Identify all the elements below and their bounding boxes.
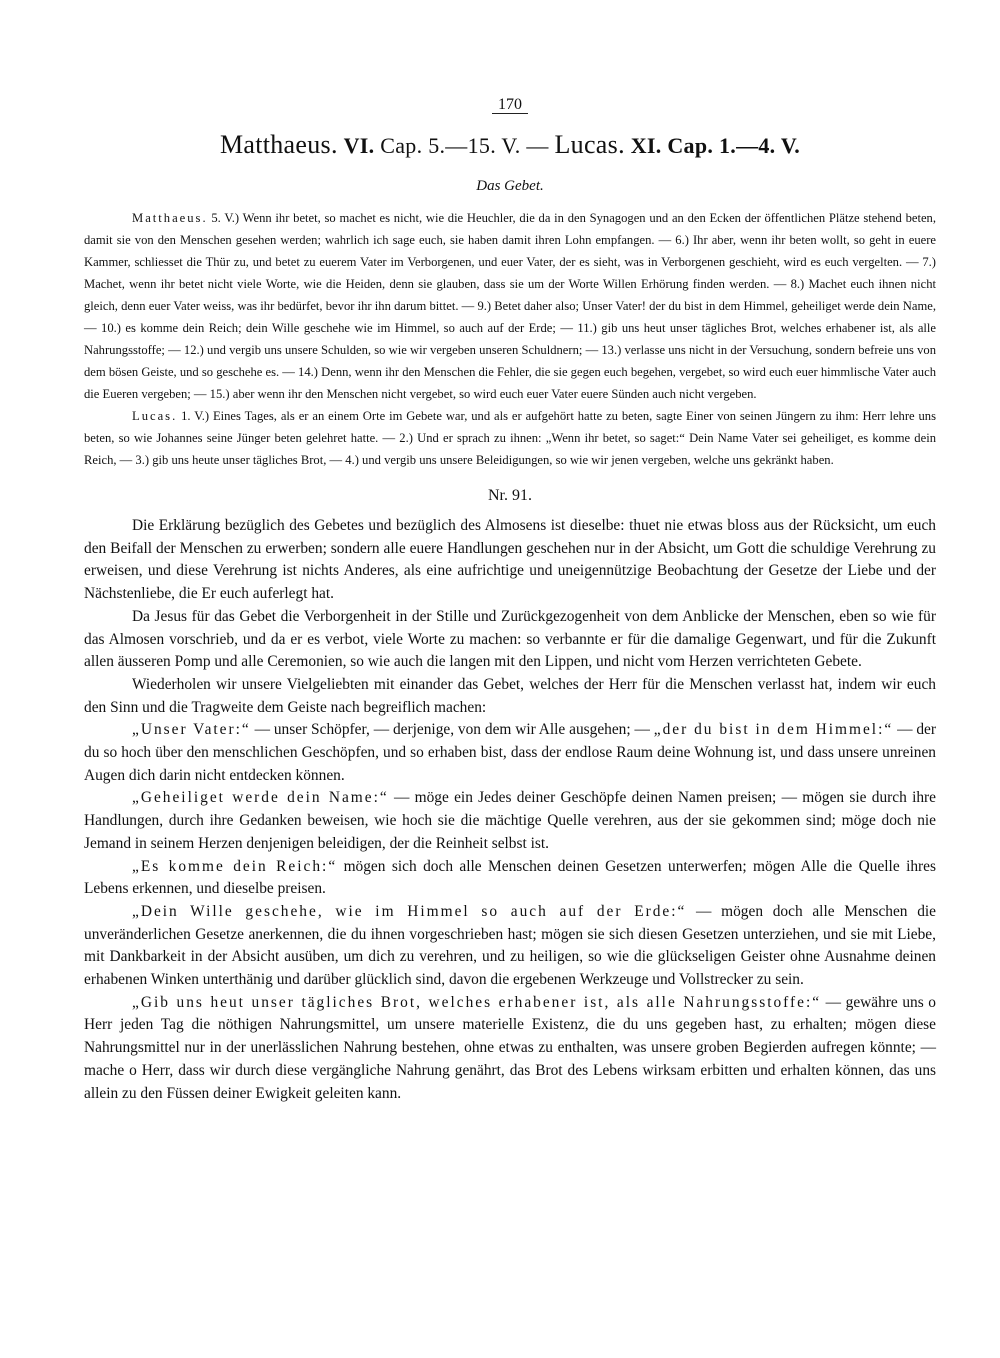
commentary: [84, 515, 936, 1105]
paragraph-5: „Geheiliget werde dein Name:“ — möge ein Jedes deiner Geschöpfe deinen Namen preisen; — mögen sie durch ihre Handlungen, durch ihre Gedanken beweisen, wie hoch sie die mächtige Quelle verehren, aus der sie gekommen sind; möge doch nie Jemand in seinem Herzen denjenigen beleidigen, der die Reinheit selbst ist.: [84, 789, 936, 852]
lucas-passage: [84, 405, 936, 471]
paragraph-4: „Unser Vater:“ — unser Schöpfer, — derjenige, von dem wir Alle ausgehen; — „der du bist in dem Himmel:“ — der du so hoch über den menschlichen Geschöpfen, und so erhaben bist, dass der endlose Raum deine Wohnung ist, und dass unsere unreinen Augen dich darin nicht entdecken können.: [84, 721, 936, 784]
heading-dash: —: [526, 133, 549, 158]
paragraph-3: Wiederholen wir unsere Vielgeliebten mit einander das Gebet, welches der Herr für die Menschen verlasst hat, indem wir euch den Sinn und die Tragweite dem Geiste nach begreiflich machen:: [84, 675, 936, 716]
heading-ref1: VI.: [343, 133, 375, 158]
page-heading: [84, 130, 936, 160]
heading-book1: Matthaeus.: [219, 130, 338, 159]
section-number: Nr. 91.: [488, 487, 532, 504]
phrase-unser-vater: „Unser Vater:“: [132, 721, 251, 739]
phrase-im-himmel: „der du bist in dem Himmel:“: [653, 721, 894, 739]
paragraph-6: „Es komme dein Reich:“ mögen sich doch alle Menschen deinen Gesetzen unterwerfen; mögen Alle die Quelle ihres Lebens erkennen, und dieselbe preisen.: [84, 857, 936, 898]
paragraph-8: „Gib uns heut unser tägliches Brot, welches erhabener ist, als alle Nahrungsstoffe:“ — gewähre uns o Herr jeden Tag die nöthigen Nahrungsmittel, um unsere materielle Existenz, die du uns gegeben hast, zu erhalten; mögen diese Nahrungsmittel nur in der unerlässlichen Nahrung bestehen, ohne etwas zu enthalten, was unsere groben Begierden aufregen könnte; — mache o Herr, dass wir durch diese vergängliche Nahrung genährt, das Brot des Lebens wirksam erbitten und erhalten können, das uns allein zu den Füssen deiner Ewigkeit geleiten kann.: [84, 993, 936, 1102]
page: [84, 96, 936, 1105]
heading-book2: Lucas.: [554, 130, 625, 159]
phrase-geheiliget: „Geheiliget werde dein Name:“: [132, 789, 389, 807]
matthaeus-text: 5. V.) Wenn ihr betet, so machet es nicht, wie die Heuchler, die da in den Synagogen und an den Ecken der öffentlichen Plätze stehend beten, damit sie von den Menschen gesehen werden; wahrlich ich sage euch, sie haben damit ihren Lohn empfangen. — 6.) Ihr aber, wenn ihr beten wollt, so geht in euere Kammer, schliesset die Thür zu, und betet zu euerem Vater im Verborgenen, und euer Vater, der es sieht, was in Verborgenen geschieht, wird es euch vergelten. — 7.) Machet, wenn ihr betet nicht viele Worte, wie die Heiden, denn sie glauben, dass sie um der Worte Willen Erhörung finden werden. — 8.) Machet euch ihnen nicht gleich, denn euer Vater weiss, was ihr bedürfet, bevor ihr ihn darum bittet. — 9.) Betet daher also; Unser Vater! der du bist in dem Himmel, geheiliget werde dein Name, — 10.) es komme dein Reich; dein Wille geschehe wie im Himmel, so auch auf der Erde; — 11.) gib uns heut unser tägliches Brot, welches erhabener ist, als alle Nahrungsstoffe; — 12.) und vergib uns unsere Schulden, so wie wir vergeben unseren Schuldnern; — 13.) verlasse uns nicht in der Versuchung, sondern befreie uns von dem bösen Geiste, und so geschehe es. — 14.) Denn, wenn ihr den Menschen die Fehler, die sie gegen euch begehen, vergebet, so wird euch euer himmlische Vater auch die Eueren vergeben; — 15.) aber wenn ihr den Menschen nicht vergebet, so wird euch euer Vater euere Sünden auch nicht vergeben.: [84, 211, 936, 401]
heading-ref1b: Cap. 5.—15. V.: [380, 133, 521, 158]
lucas-label: Lucas.: [132, 409, 178, 423]
heading-ref2: XI.: [630, 133, 662, 158]
lucas-text: 1. V.) Eines Tages, als er an einem Orte im Gebete war, und als er aufgehört hatte zu beten, sagte Einer von seinen Jüngern zu ihm: Herr lehre uns beten, so wie Johannes seine Jünger beten gelehret hatte. — 2.) Und er sprach zu ihnen: „Wenn ihr betet, so saget:“ Dein Name Vater sei geheiliget, es komme dein Reich, — 3.) gib uns heute unser tägliches Brot, — 4.) und vergib uns unsere Beleidigungen, so wie wir jenen vergeben, welche uns gekränkt haben.: [84, 409, 937, 467]
matthaeus-label: Matthaeus.: [132, 211, 208, 225]
paragraph-1: Die Erklärung bezüglich des Gebetes und bezüglich des Almosens ist dieselbe: thuet nie etwas bloss aus der Rücksicht, um euch den Beifall der Menschen zu erwerben; sondern alle euere Handlungen geschehen nur in der Absicht, um Gott die schuldige Verehrung zu erweisen, und diese Verehrung ist nichts Anderes, als eine aufrichtige und uneigennützige Beobachtung der Gesetze der Liebe und der Nächstenliebe, die Er euch auferlegt hat.: [84, 517, 936, 603]
phrase-reich: „Es komme dein Reich:“: [132, 857, 338, 875]
page-number: 170: [84, 96, 936, 114]
phrase-wille: „Dein Wille geschehe, wie im Himmel so auch auf der Erde:“: [132, 902, 687, 920]
paragraph-7: „Dein Wille geschehe, wie im Himmel so auch auf der Erde:“ — mögen doch alle Menschen die unveränderlichen Gesetze anerkennen, die du ihnen vorgeschrieben hast; mögen sie sich diesen Gesetzen unterziehen, und sie mit Liebe, mit Dankbarkeit in der Absicht ausüben, um dich zu verehren, und zu heiligen, so wie die glückseligen Geister ohne Ausnahme deinen erhabenen Winken unterthänig und darüber glücklich sind, davon die ergebenen Werkzeuge und Vollstrecker zu sein.: [84, 902, 936, 989]
paragraph-2: Da Jesus für das Gebet die Verborgenheit in der Stille und Zurückgezogenheit von dem Anblicke der Menschen, eben so wie für das Almosen vorschrieb, und da er es verbot, viele Worte zu machen: so verbannte er für die damalige Gegenwart, und für die Zukunft allen äusseren Pomp und alle Ceremonien, so wie auch die langen mit den Lippen, und nicht vom Herzen verrichteten Gebete.: [84, 607, 936, 671]
scripture-quotes: [84, 207, 936, 471]
heading-ref2b: Cap. 1.—4. V.: [667, 133, 801, 158]
phrase-brot: „Gib uns heut unser tägliches Brot, welches erhabener ist, als alle Nahrungsstoffe:“: [132, 993, 822, 1011]
matthaeus-passage: [84, 207, 936, 405]
section-subtitle: Das Gebet.: [476, 178, 544, 194]
